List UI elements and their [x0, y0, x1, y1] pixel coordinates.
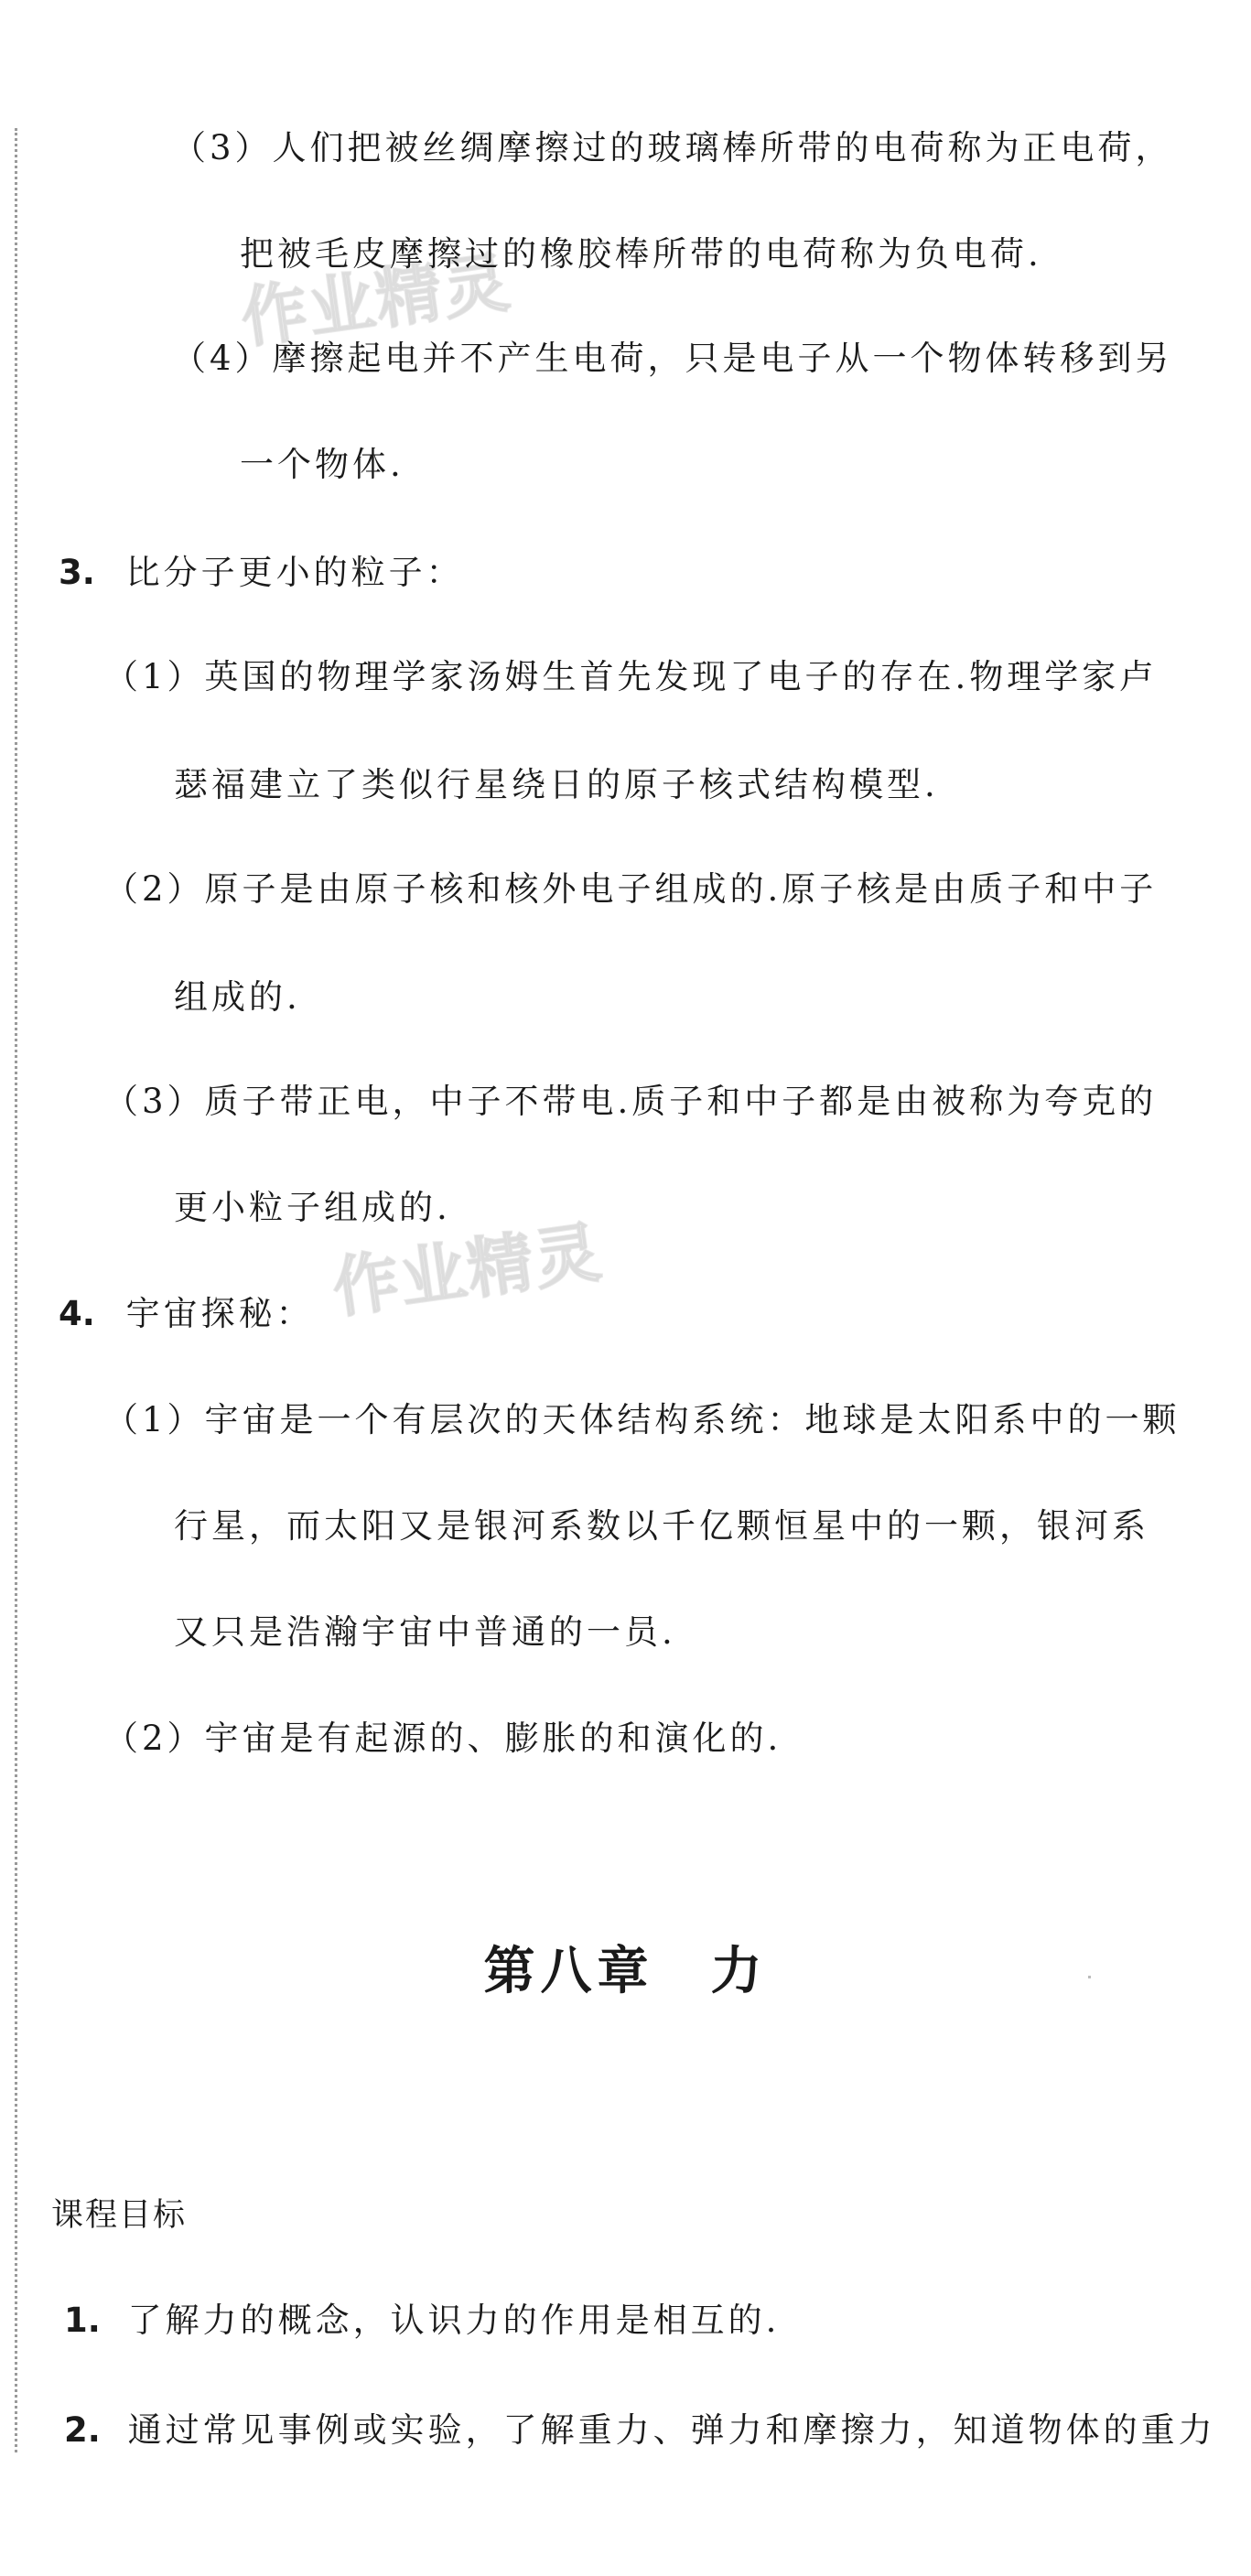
goal-item: [64, 2299, 780, 2343]
text-line: 行星，而太阳又是银河系数以千亿颗恒星中的一颗，银河系: [174, 1506, 1149, 1546]
section-4-number: 4.: [59, 1294, 95, 1333]
text-line: （2）原子是由原子核和核外电子组成的.原子核是由质子和中子: [104, 869, 1158, 909]
text-line: 一个物体.: [240, 445, 404, 484]
goal-text: 了解力的概念，认识力的作用是相互的.: [127, 2301, 781, 2340]
section-3-number: 3.: [59, 553, 95, 592]
goal-number: 1.: [64, 2301, 101, 2340]
text-line: （3）人们把被丝绸摩擦过的玻璃棒所带的电荷称为正电荷，: [172, 128, 1173, 167]
goal-number: 2.: [64, 2410, 101, 2450]
goal-item: [64, 2409, 1216, 2452]
text-line: 更小粒子组成的.: [174, 1188, 451, 1227]
watermark-logo: 作业精灵: [328, 1213, 608, 1328]
section-4-heading: [59, 1292, 314, 1336]
text-line: （2）宇宙是有起源的、膨胀的和演化的.: [104, 1719, 782, 1758]
watermark-logo: 作业精灵: [236, 243, 516, 358]
text-line: 又只是浩瀚宇宙中普通的一员.: [174, 1612, 676, 1652]
text-line: （4）摩擦起电并不产生电荷，只是电子从一个物体转移到另: [172, 339, 1173, 378]
section-title: 课程目标: [51, 2197, 188, 2234]
text-line: 把被毛皮摩擦过的橡胶棒所带的电荷称为负电荷.: [240, 234, 1042, 274]
text-line: 组成的.: [174, 977, 301, 1017]
text-line: （3）质子带正电，中子不带电.质子和中子都是由被称为夸克的: [104, 1082, 1158, 1121]
binding-dotted-line: [15, 128, 17, 2452]
text-line: （1）英国的物理学家汤姆生首先发现了电子的存在.物理学家卢: [104, 657, 1158, 696]
text-line: 瑟福建立了类似行星绕日的原子核式结构模型.: [174, 765, 939, 804]
goal-text: 通过常见事例或实验，了解重力、弹力和摩擦力，知道物体的重力: [127, 2410, 1216, 2450]
speck: [1088, 1976, 1091, 1978]
text-line: （1）宇宙是一个有层次的天体结构系统：地球是太阳系中的一颗: [104, 1400, 1181, 1439]
section-4-title: 宇宙探秘：: [125, 1294, 314, 1333]
section-3-title: 比分子更小的粒子：: [125, 553, 464, 592]
section-3-heading: [59, 551, 464, 595]
chapter-title: 第八章 力: [483, 1941, 768, 2001]
